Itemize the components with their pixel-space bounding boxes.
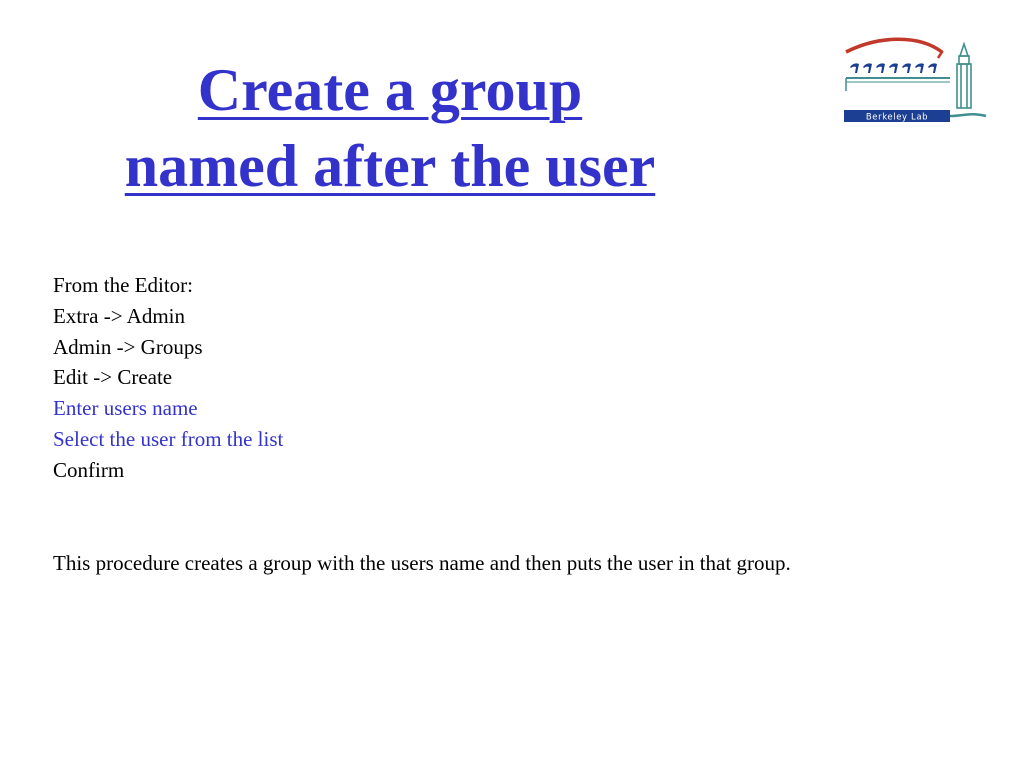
steps-list [53,270,933,486]
step-admin-groups: Admin -> Groups [53,334,203,359]
slide-body [53,270,933,599]
slide-title [60,52,720,204]
step-edit-create: Edit -> Create [53,365,173,390]
slide-title-line-1: Create a group [197,57,583,123]
berkeley-lab-logo [838,34,988,126]
step-extra-admin: Extra -> Admin [53,303,185,328]
berkeley-lab-logo-text: Berkeley Lab [865,112,929,123]
berkeley-lab-logo-graphic [838,34,988,126]
step-select-user: Select the user from the list [53,426,284,451]
procedure-note: This procedure creates a group with the users name and then puts the user in that group. [53,550,791,575]
step-enter-users-name: Enter users name [53,396,198,421]
slide-title-line-2: named after the user [124,133,656,199]
step-confirm: Confirm [53,457,125,482]
step-from-editor: From the Editor: [53,273,193,297]
